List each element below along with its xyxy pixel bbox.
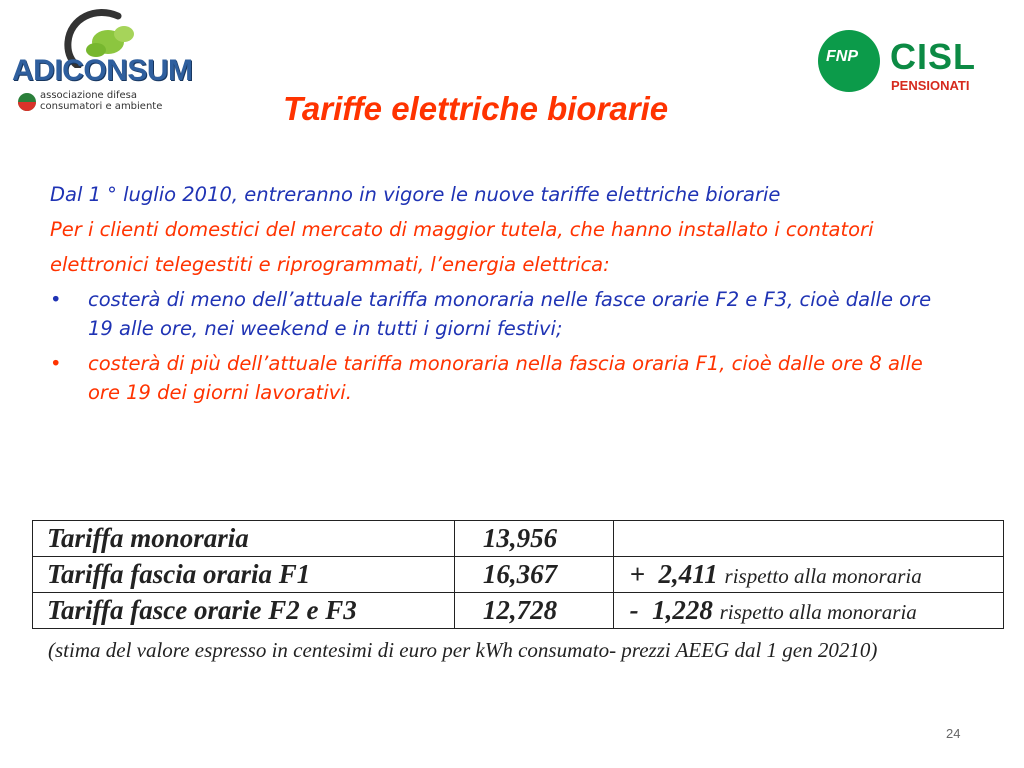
- table-footnote: (stima del valore espresso in centesimi di euro per kWh consumato- prezzi AEEG dal 1 gen 20210): [48, 638, 878, 662]
- table-row: [33, 557, 1004, 593]
- paragraph-clients: Per i clienti domestici del mercato di maggior tutela, che hanno installato i contatori: [50, 218, 874, 241]
- tariff-diff-note: rispetto alla monoraria: [724, 564, 922, 588]
- adiconsum-dot-icon: [16, 91, 38, 113]
- cisl-wordmark: CISL: [890, 36, 977, 77]
- table-row: [33, 521, 1004, 557]
- bullet-text: costerà di più dell’attuale tariffa monoraria nella fascia oraria F1, cioè dalle ore 8 alle ore 19 dei giorni lavorativi.: [88, 352, 923, 404]
- bullet-item-cheaper: [50, 285, 960, 343]
- paragraph-energy: elettronici telegestiti e riprogrammati, l’energia elettrica:: [50, 253, 610, 276]
- fnp-cisl-logo: [818, 30, 998, 100]
- adiconsum-wordmark: ADICONSUM: [12, 54, 193, 87]
- paragraph-date: Dal 1 ° luglio 2010, entreranno in vigore le nuove tariffe elettriche biorarie: [50, 183, 781, 206]
- fnp-badge: [818, 30, 880, 92]
- tariff-value: 12,728: [454, 593, 613, 629]
- page-number: 24: [946, 726, 961, 741]
- bullet-marker: •: [50, 352, 62, 375]
- adiconsum-logo: [8, 8, 193, 113]
- tariff-diff: - 1,228: [629, 595, 713, 625]
- slide-title: Tariffe elettriche biorarie: [283, 90, 669, 127]
- tariff-value: 16,367: [454, 557, 613, 593]
- adiconsum-tagline: associazione difesa consumatori e ambiente: [40, 90, 163, 112]
- tariff-label: Tariffa monoraria: [33, 521, 455, 557]
- tariff-diff: + 2,411: [629, 559, 718, 589]
- tariff-value: 13,956: [454, 521, 613, 557]
- tariff-diff-note: rispetto alla monoraria: [719, 600, 917, 624]
- table-row: [33, 593, 1004, 629]
- fnp-badge-text: FNP: [826, 48, 858, 65]
- bullet-text: costerà di meno dell’attuale tariffa monoraria nelle fasce orarie F2 e F3, cioè dalle ore 19 alle ore, nei weekend e in tutti i giorni festivi;: [88, 288, 932, 340]
- tariff-label: Tariffa fasce orarie F2 e F3: [33, 593, 455, 629]
- bullet-marker: •: [50, 288, 62, 311]
- tariff-table: [32, 520, 1004, 629]
- tariff-diff-cell: [613, 521, 1003, 557]
- pensionati-label: PENSIONATI: [891, 78, 970, 93]
- tariff-label: Tariffa fascia oraria F1: [33, 557, 455, 593]
- tariff-diff-cell: [613, 593, 1003, 629]
- bullet-item-pricier: [50, 349, 960, 407]
- tariff-diff-cell: [613, 557, 1003, 593]
- slide-body: [50, 180, 960, 413]
